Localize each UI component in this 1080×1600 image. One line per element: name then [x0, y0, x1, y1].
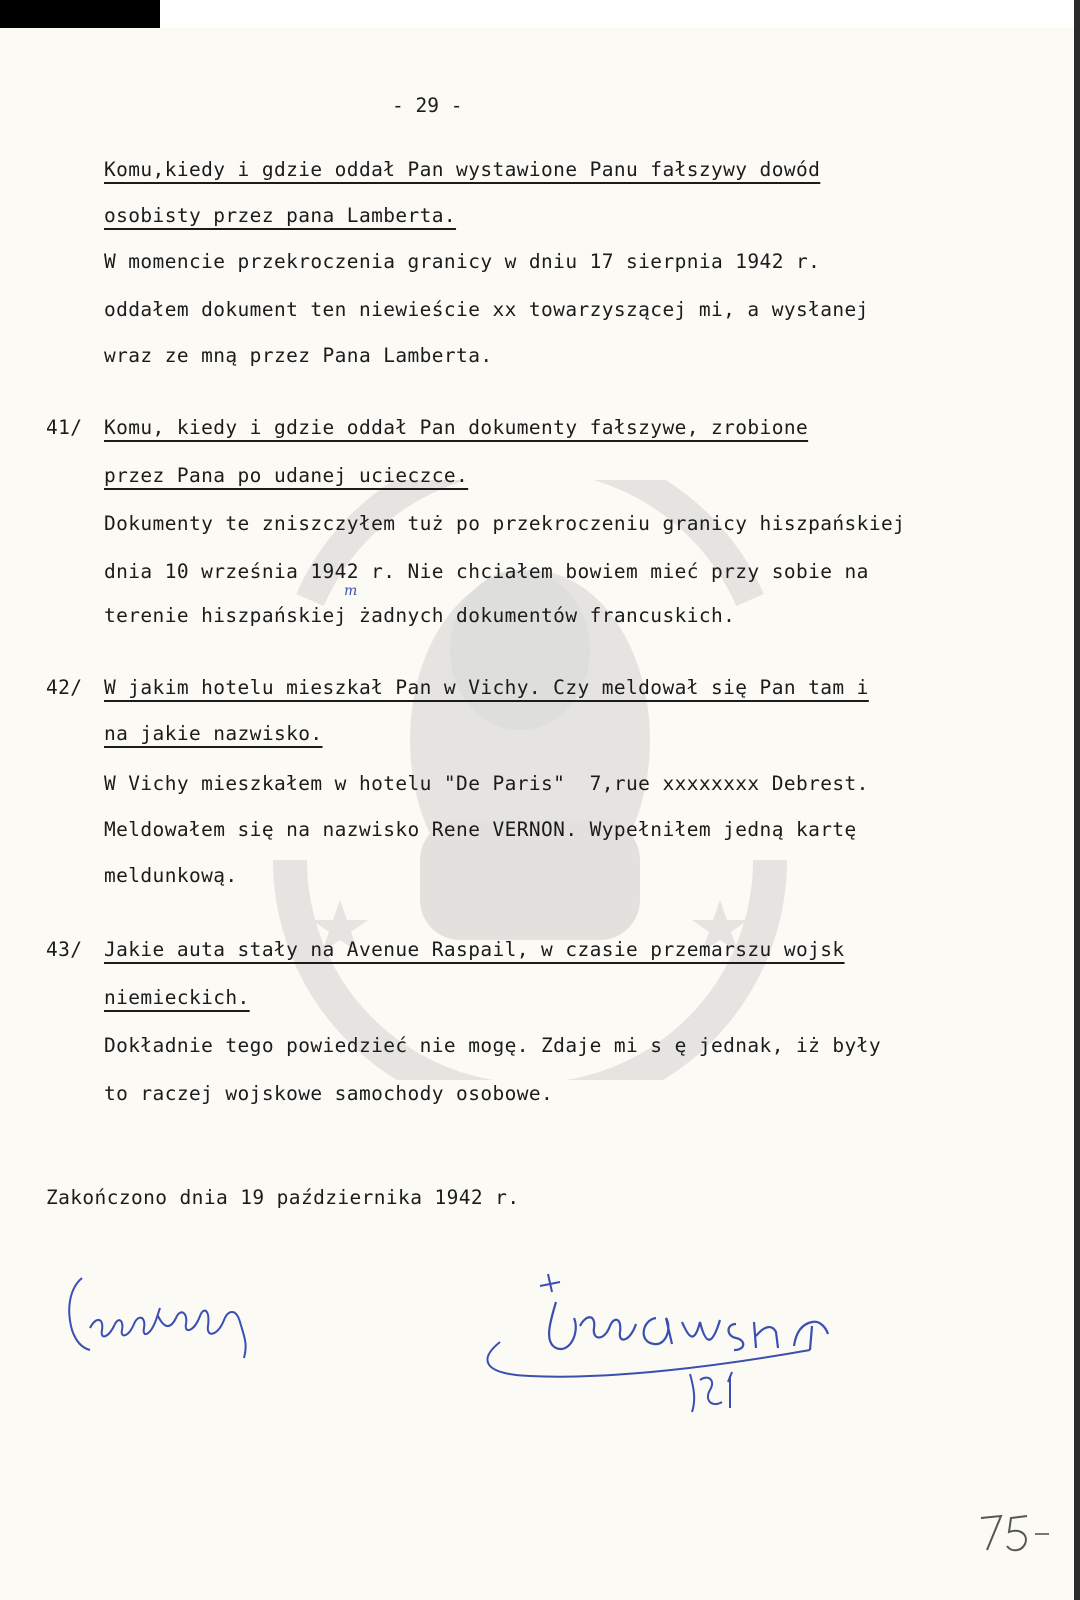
answer-line: to raczej wojskowe samochody osobowe. — [104, 1082, 554, 1105]
page-number: - 29 - — [392, 94, 463, 117]
answer-line: meldunkową. — [104, 864, 238, 887]
answer-line: terenie hiszpańskiej żadnych dokumentów francuskich. — [104, 604, 736, 627]
closing-line: Zakończono dnia 19 października 1942 r. — [46, 1186, 520, 1209]
left-signature — [60, 1268, 270, 1368]
question-line: Jakie auta stały na Avenue Raspail, w czasie przemarszu wojsk — [104, 938, 845, 961]
answer-line: dnia 10 września 1942 r. Nie chciałem bowiem mieć przy sobie na — [104, 560, 869, 583]
question-line: osobisty przez pana Lamberta. — [104, 204, 457, 227]
handwritten-insertion: m — [344, 583, 358, 599]
answer-line: oddałem dokument ten niewieście xx towarzyszącej mi, a wysłanej — [104, 298, 869, 321]
question-number: 41/ — [46, 416, 83, 439]
question-number: 43/ — [46, 938, 83, 961]
scan-dark-edge — [1074, 0, 1080, 1600]
answer-line: Dokładnie tego powiedzieć nie mogę. Zdaje mi s ę jednak, iż były — [104, 1034, 881, 1057]
answer-line: wraz ze mną przez Pana Lamberta. — [104, 344, 493, 367]
question-line: W jakim hotelu mieszkał Pan w Vichy. Czy meldował się Pan tam i — [104, 676, 869, 699]
answer-line: W Vichy mieszkałem w hotelu "De Paris" 7,rue xxxxxxxx Debrest. — [104, 772, 869, 795]
question-line: na jakie nazwisko. — [104, 722, 323, 745]
question-line: Komu, kiedy i gdzie oddał Pan dokumenty fałszywe, zrobione — [104, 416, 809, 439]
answer-line: W momencie przekroczenia granicy w dniu 17 sierpnia 1942 r. — [104, 250, 821, 273]
question-line: niemieckich. — [104, 986, 250, 1009]
answer-line: Meldowałem się na nazwisko Rene VERNON. Wypełniłem jedną kartę — [104, 818, 857, 841]
question-line: przez Pana po udanej ucieczce. — [104, 464, 469, 487]
right-signature — [460, 1262, 880, 1442]
answer-line: Dokumenty te zniszczyłem tuż po przekroczeniu granicy hiszpańskiej — [104, 512, 906, 535]
question-line: Komu,kiedy i gdzie oddał Pan wystawione Panu fałszywy dowód — [104, 158, 821, 181]
question-number: 42/ — [46, 676, 83, 699]
archive-page-number — [975, 1508, 1055, 1558]
